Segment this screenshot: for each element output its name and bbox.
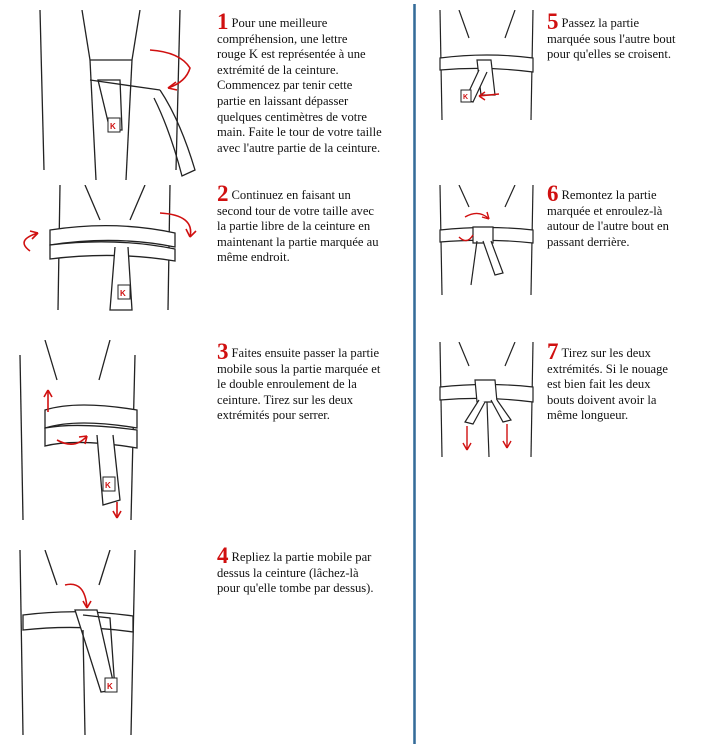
step-6-text: 6 Remontez la partie marquée et enroulez-là autour de l'autre bout en passant derrière.: [547, 181, 669, 249]
step-5-illustration: [437, 10, 537, 125]
step-number: 2: [217, 181, 229, 206]
step-7-illustration: [437, 342, 537, 460]
step-4-text: 4 Repliez la partie mobile par dessus la ceinture (lâchez-là pour qu'elle tombe par dessus).: [217, 543, 374, 596]
step-1-text: 1 Pour une meilleure compréhension, une lettre rouge K est représentée à une extrémité de la ceinture. Commencez par tenir cette partie en laissant dépasser quelques centimètres de votre main. Faite le tour de votre taille avec l'autre partie de la ceinture.: [217, 9, 382, 155]
belt-marker-k: K: [120, 289, 126, 298]
step-3-illustration: [15, 340, 145, 530]
step-number: 3: [217, 339, 229, 364]
step-number: 4: [217, 543, 229, 568]
column-divider: [413, 4, 416, 744]
step-4-illustration: [15, 550, 145, 740]
step-number: 1: [217, 9, 229, 34]
step-6-illustration: [437, 185, 537, 300]
step-number: 6: [547, 181, 559, 206]
belt-marker-k: K: [110, 122, 116, 131]
step-2-text: 2 Continuez en faisant un second tour de votre taille avec la partie libre de la ceinture en maintenant la partie marquée au même endroit.: [217, 181, 379, 265]
step-2-illustration: [10, 185, 210, 315]
step-1-illustration: [30, 10, 200, 180]
belt-marker-k: K: [105, 481, 111, 490]
step-3-text: 3 Faites ensuite passer la partie mobile sous la partie marquée et le double enroulement de la ceinture. Tirez sur les deux extrémités pour serrer.: [217, 339, 381, 423]
belt-marker-k: K: [463, 94, 469, 101]
step-number: 7: [547, 339, 559, 364]
step-number: 5: [547, 9, 559, 34]
step-5-text: 5 Passez la partie marquée sous l'autre bout pour qu'elles se croisent.: [547, 9, 676, 62]
step-7-text: 7 Tirez sur les deux extrémités. Si le nouage est bien fait les deux bouts doivent avoir la même longueur.: [547, 339, 669, 423]
belt-marker-k: K: [107, 682, 113, 691]
